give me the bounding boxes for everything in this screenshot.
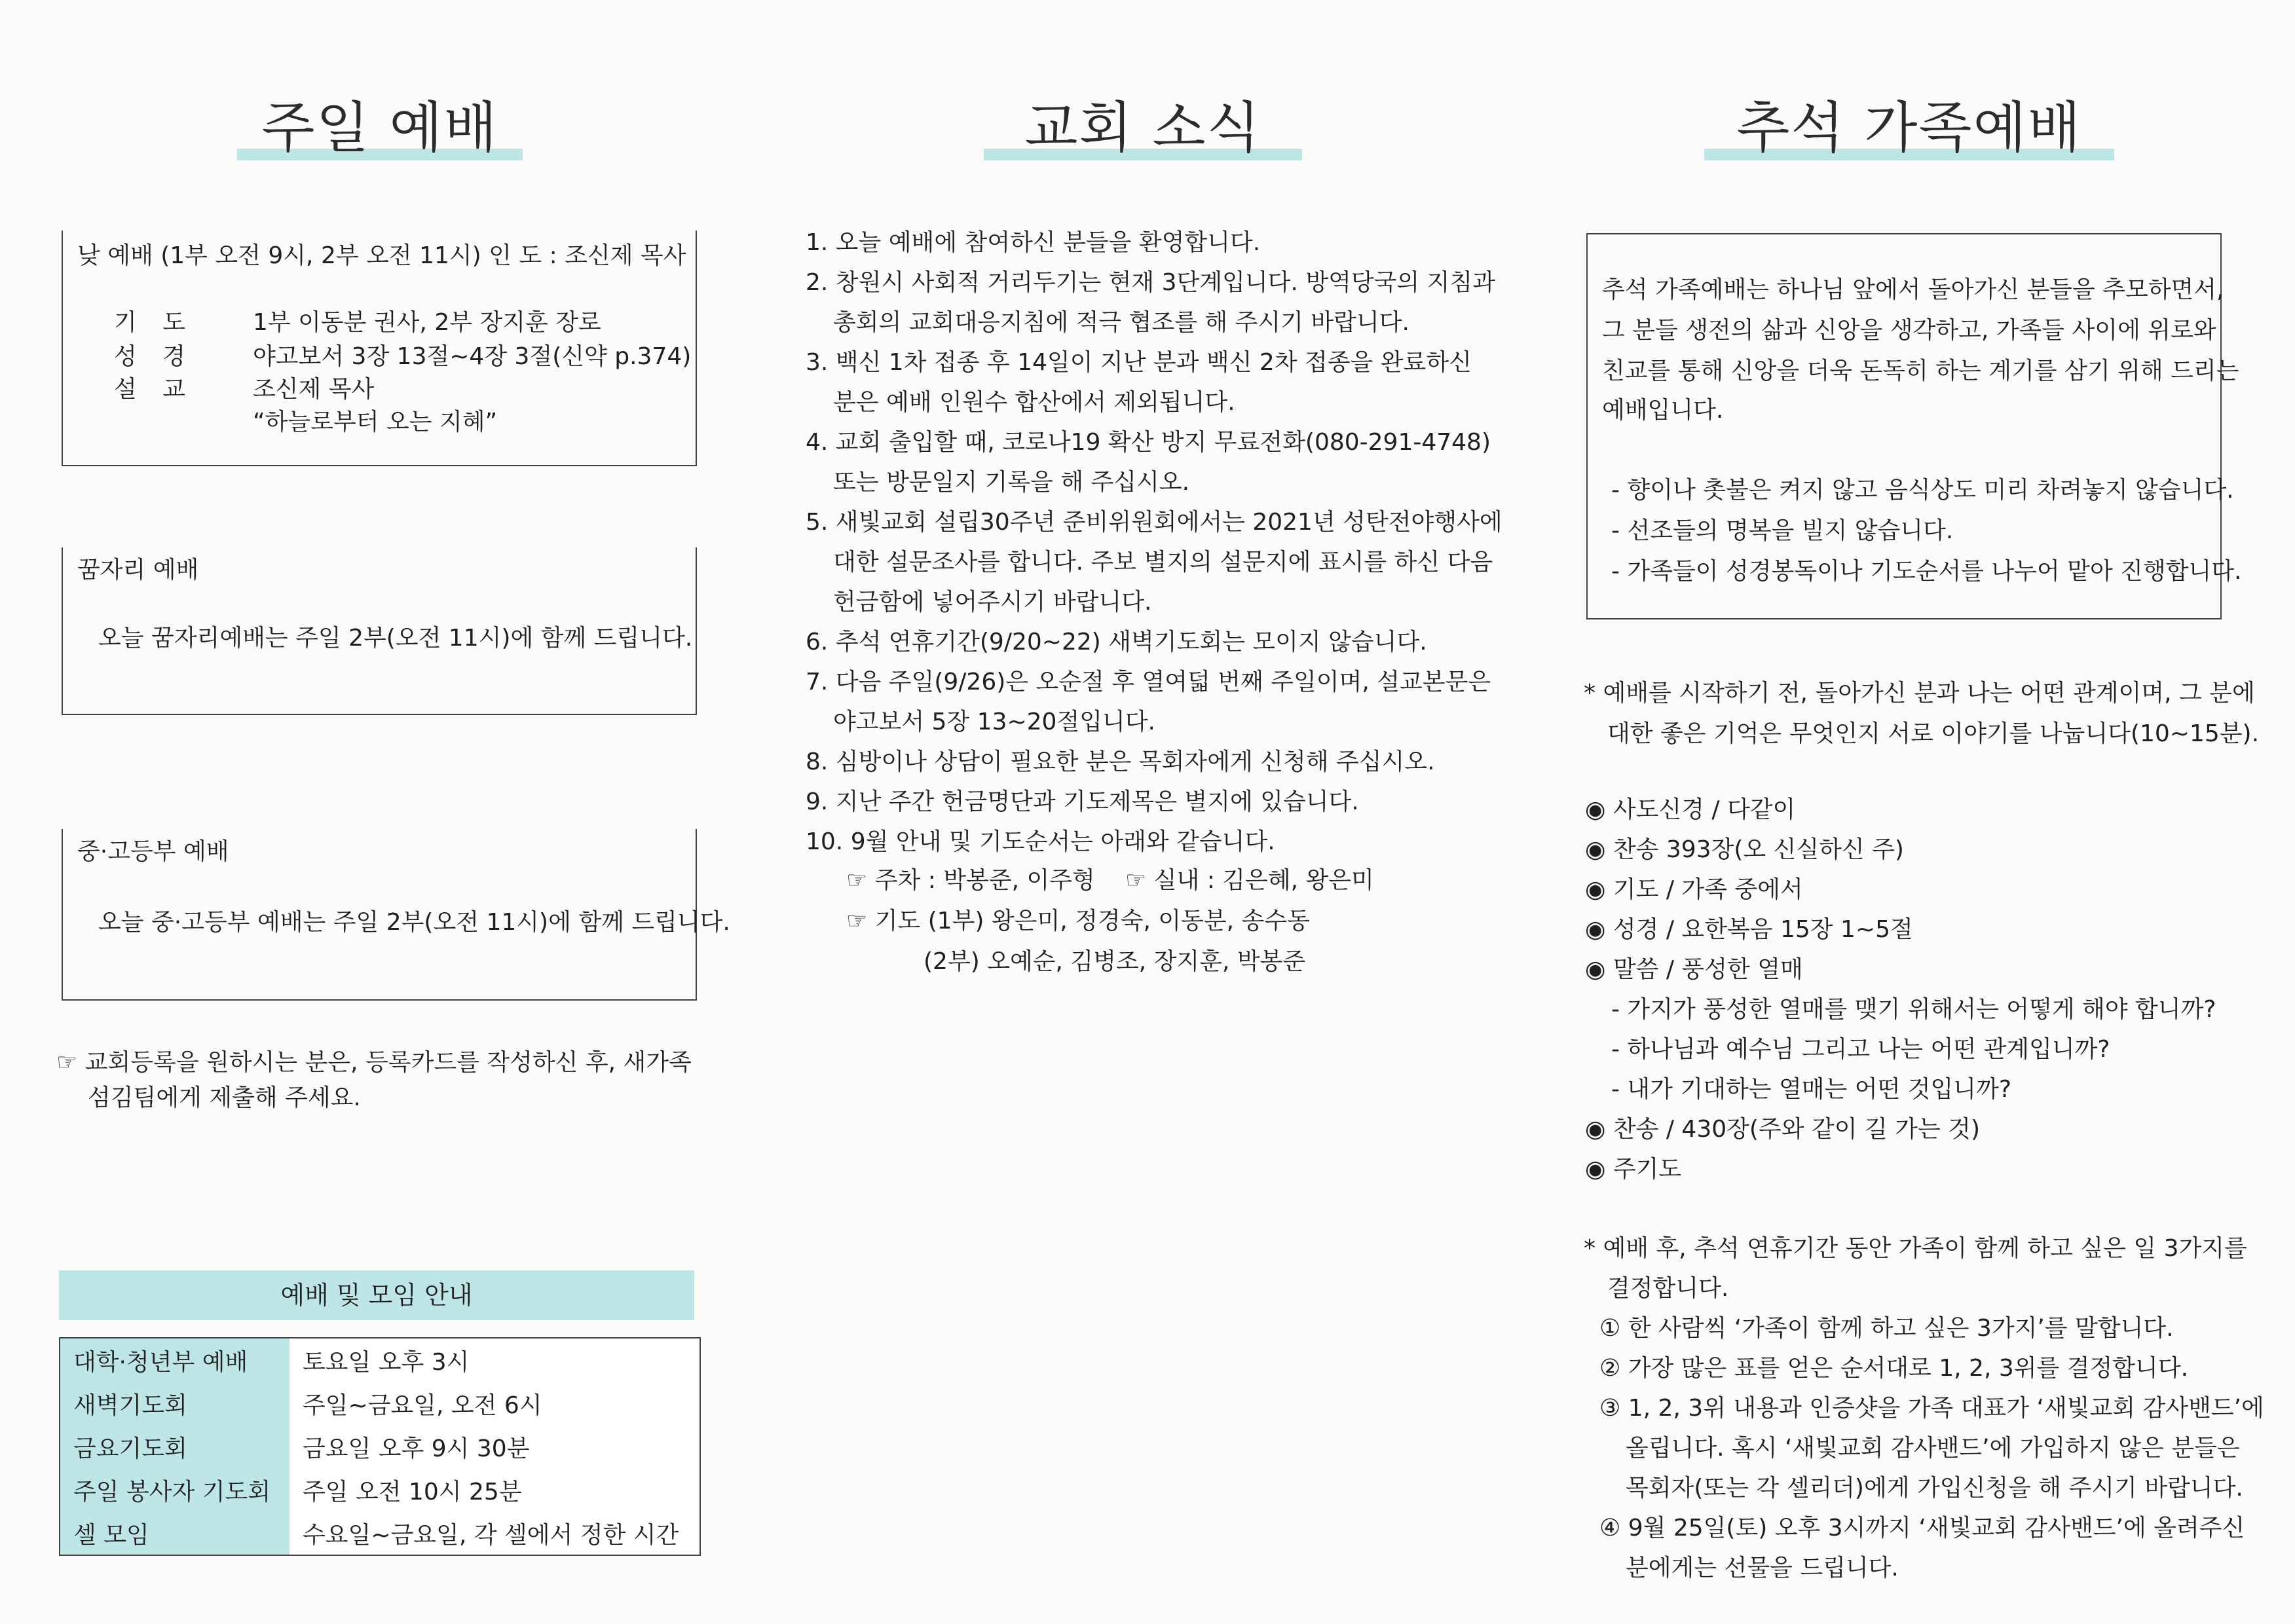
main-service-title: 낮 예배 (1부 오전 9시, 2부 오전 11시) 인 도 : 조신제 목사 bbox=[77, 242, 686, 269]
table-row bbox=[60, 1425, 700, 1468]
list-item: 9. 지난 주간 헌금명단과 기도제목은 별지에 있습니다. bbox=[806, 788, 1359, 815]
list-item: 헌금함에 넣어주시기 바랍니다. bbox=[833, 589, 1152, 616]
list-item: ◉ 주기도 bbox=[1585, 1156, 1682, 1183]
sermon-title: “하늘로부터 오는 지혜” bbox=[253, 409, 498, 435]
list-item: ◉ 기도 / 가족 중에서 bbox=[1585, 876, 1803, 903]
prayer-second-service: (2부) 오예순, 김병조, 장지훈, 박봉준 bbox=[924, 948, 1306, 975]
guide-table bbox=[59, 1337, 701, 1556]
list-item: 7. 다음 주일(9/26)은 오순절 후 열여덟 번째 주일이며, 설교본문은 bbox=[806, 669, 1491, 695]
news-list bbox=[806, 223, 1513, 862]
list-item: 야고보서 5장 13~20절입니다. bbox=[833, 709, 1155, 735]
list-item: 총회의 교회대응지침에 적극 협조를 해 주시기 바랍니다. bbox=[833, 309, 1409, 336]
indoor-volunteers: ☞ 실내 : 김은혜, 왕은미 bbox=[1125, 867, 1374, 894]
youth-service-title: 중·고등부 예배 bbox=[77, 838, 229, 865]
rule-line: - 향이나 촛불은 켜지 않고 음식상도 미리 차려놓지 않습니다. bbox=[1611, 477, 2234, 504]
church-news-heading: 교회 소식 bbox=[984, 84, 1302, 163]
guide-name: 대학·청년부 예배 bbox=[60, 1338, 289, 1382]
list-item: - 하나님과 예수님 그리고 나는 어떤 관계입니까? bbox=[1611, 1036, 2110, 1063]
table-row bbox=[60, 1382, 700, 1425]
registration-note-cont: 섬김팀에게 제출해 주세요. bbox=[88, 1084, 361, 1111]
prayer-first-service: ☞ 기도 (1부) 왕은미, 정경숙, 이동분, 송수동 bbox=[846, 908, 1310, 934]
kids-service-title: 꿈자리 예배 bbox=[77, 557, 199, 583]
prayer-label: 기 도 bbox=[114, 309, 195, 336]
list-item: ③ 1, 2, 3위 내용과 인증샷을 가족 대표가 ‘새빛교회 감사밴드’에 bbox=[1599, 1395, 2264, 1422]
list-item: 올립니다. 혹시 ‘새빛교회 감사밴드’에 가입하지 않은 분들은 bbox=[1626, 1435, 2240, 1462]
table-row bbox=[60, 1468, 700, 1511]
guide-time: 수요일~금요일, 각 셀에서 정한 시간 bbox=[289, 1511, 700, 1555]
list-item: ① 한 사람씩 ‘가족이 함께 하고 싶은 3가지’를 말합니다. bbox=[1599, 1315, 2174, 1342]
table-row bbox=[60, 1338, 700, 1382]
list-item: ◉ 말씀 / 풍성한 열매 bbox=[1585, 956, 1803, 983]
list-item: * 예배 후, 추석 연휴기간 동안 가족이 함께 하고 싶은 일 3가지를 bbox=[1584, 1235, 2247, 1262]
intro-line: 그 분들 생전의 삶과 신앙을 생각하고, 가족들 사이에 위로와 bbox=[1602, 317, 2216, 344]
list-item: 또는 방문일지 기록을 해 주십시오. bbox=[833, 469, 1190, 496]
list-item: 5. 새빛교회 설립30주년 준비위원회에서는 2021년 성탄전야행사에 bbox=[806, 509, 1502, 536]
after-service-list bbox=[1584, 1228, 2264, 1588]
list-item: 목회자(또는 각 셀리더)에게 가입신청을 해 주시기 바랍니다. bbox=[1626, 1475, 2243, 1502]
pre-service-note: * 예배를 시작하기 전, 돌아가신 분과 나는 어떤 관계이며, 그 분에 bbox=[1584, 680, 2255, 707]
list-item: 8. 심방이나 상담이 필요한 분은 목회자에게 신청해 주십시오. bbox=[806, 748, 1435, 775]
list-item: 대한 설문조사를 합니다. 주보 별지의 설문지에 표시를 하신 다음 bbox=[833, 549, 1493, 576]
scripture-value: 야고보서 3장 13절~4장 3절(신약 p.374) bbox=[253, 343, 692, 370]
sunday-service-heading: 주일 예배 bbox=[237, 84, 523, 163]
sermon-label: 설 교 bbox=[114, 376, 195, 403]
list-item: ② 가장 많은 표를 얻은 순서대로 1, 2, 3위를 결정합니다. bbox=[1599, 1355, 2189, 1382]
guide-time: 금요일 오후 9시 30분 bbox=[289, 1425, 700, 1468]
list-item: - 내가 기대하는 열매는 어떤 것입니까? bbox=[1611, 1076, 2011, 1103]
scripture-label: 성 경 bbox=[114, 343, 195, 370]
list-item: ◉ 찬송 393장(오 신실하신 주) bbox=[1585, 836, 1904, 863]
youth-service-text: 오늘 중·고등부 예배는 주일 2부(오전 11시)에 함께 드립니다. bbox=[98, 909, 730, 936]
list-item: 결정합니다. bbox=[1607, 1275, 1729, 1302]
guide-time: 주일 오전 10시 25분 bbox=[289, 1468, 700, 1511]
list-item: 1. 오늘 예배에 참여하신 분들을 환영합니다. bbox=[806, 229, 1261, 256]
list-item: - 가지가 풍성한 열매를 맺기 위해서는 어떻게 해야 합니까? bbox=[1611, 996, 2216, 1023]
kids-service-text: 오늘 꿈자리예배는 주일 2부(오전 11시)에 함께 드립니다. bbox=[98, 625, 693, 652]
guide-title: 예배 및 모임 안내 bbox=[59, 1270, 694, 1320]
preacher-value: 조신제 목사 bbox=[253, 376, 375, 403]
intro-line: 친교를 통해 신앙을 더욱 돈독히 하는 계기를 삼기 위해 드리는 bbox=[1602, 358, 2239, 384]
list-item: 분에게는 선물을 드립니다. bbox=[1626, 1555, 1899, 1581]
list-item: ◉ 사도신경 / 다같이 bbox=[1585, 796, 1796, 823]
list-item: ④ 9월 25일(토) 오후 3시까지 ‘새빛교회 감사밴드’에 올려주신 bbox=[1599, 1515, 2245, 1541]
parking-volunteers: ☞ 주차 : 박봉준, 이주형 bbox=[846, 867, 1095, 894]
rule-line: - 선조들의 명복을 빌지 않습니다. bbox=[1611, 517, 1954, 544]
guide-name: 금요기도회 bbox=[60, 1425, 289, 1468]
pre-service-note-cont: 대한 좋은 기억은 무엇인지 서로 이야기를 나눕니다(10~15분). bbox=[1607, 720, 2260, 747]
list-item: 6. 추석 연휴기간(9/20~22) 새벽기도회는 모이지 않습니다. bbox=[806, 629, 1427, 655]
rule-line: - 가족들이 성경봉독이나 기도순서를 나누어 맡아 진행합니다. bbox=[1611, 558, 2242, 585]
guide-name: 주일 봉사자 기도회 bbox=[60, 1468, 289, 1511]
chuseok-service-heading: 추석 가족예배 bbox=[1704, 84, 2114, 163]
worship-order-list bbox=[1585, 790, 2216, 1189]
list-item: 4. 교회 출입할 때, 코로나19 확산 방지 무료전화(080-291-4748) bbox=[806, 429, 1491, 456]
list-item: ◉ 찬송 / 430장(주와 같이 길 가는 것) bbox=[1585, 1116, 1980, 1143]
intro-line: 추석 가족예배는 하나님 앞에서 돌아가신 분들을 추모하면서, bbox=[1602, 276, 2224, 303]
guide-time: 주일~금요일, 오전 6시 bbox=[289, 1382, 700, 1425]
guide-name: 새벽기도회 bbox=[60, 1382, 289, 1425]
guide-time: 토요일 오후 3시 bbox=[289, 1338, 700, 1382]
table-row bbox=[60, 1511, 700, 1555]
list-item: 분은 예배 인원수 합산에서 제외됩니다. bbox=[833, 389, 1235, 416]
guide-name: 셀 모임 bbox=[60, 1511, 289, 1555]
list-item: ◉ 성경 / 요한복음 15장 1~5절 bbox=[1585, 916, 1913, 943]
list-item: 3. 백신 1차 접종 후 14일이 지난 분과 백신 2차 접종을 완료하신 bbox=[806, 349, 1472, 376]
registration-note: ☞ 교회등록을 원하시는 분은, 등록카드를 작성하신 후, 새가족 bbox=[56, 1049, 692, 1076]
list-item: 10. 9월 안내 및 기도순서는 아래와 같습니다. bbox=[806, 828, 1275, 855]
list-item: 2. 창원시 사회적 거리두기는 현재 3단계입니다. 방역당국의 지침과 bbox=[806, 269, 1495, 296]
prayer-value: 1부 이동분 권사, 2부 장지훈 장로 bbox=[253, 309, 601, 336]
intro-line: 예배입니다. bbox=[1602, 397, 1724, 424]
